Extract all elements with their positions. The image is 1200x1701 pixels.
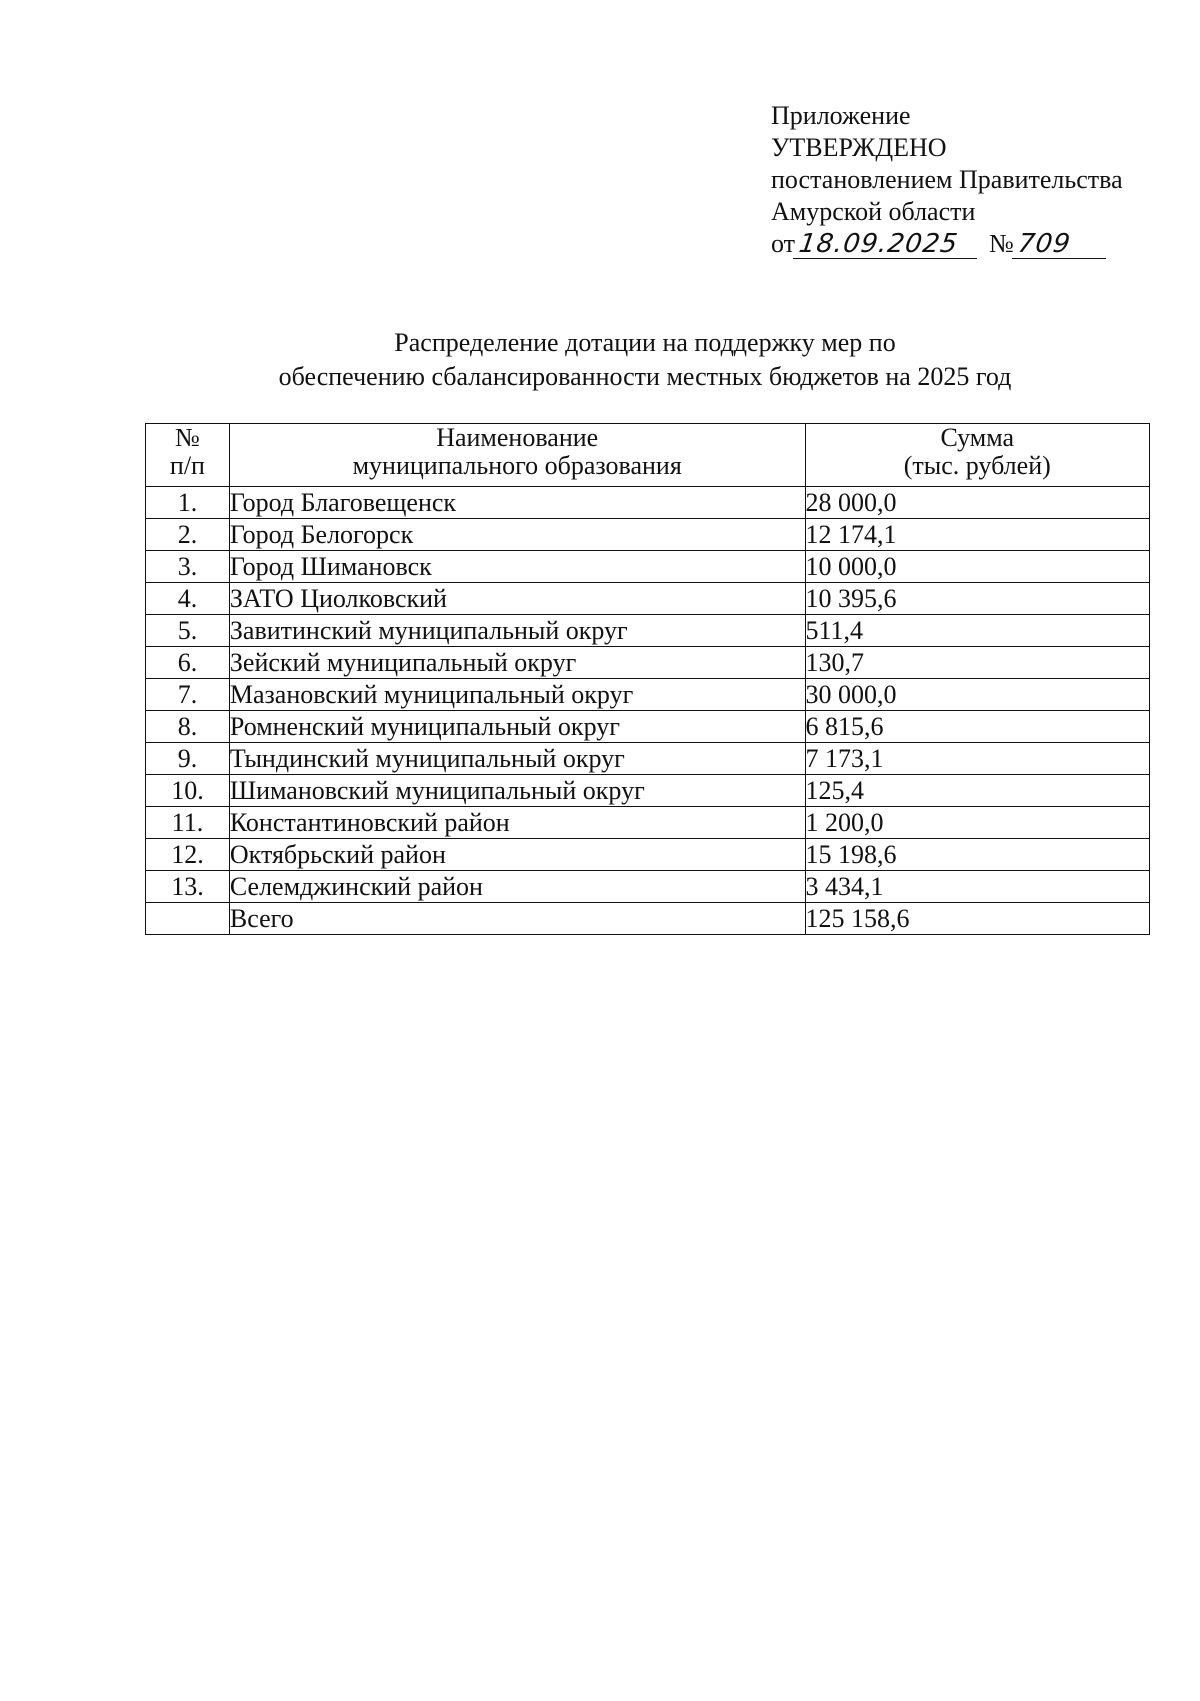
subsidy-amount: 30 000,0 [805, 679, 1149, 711]
header-sum-line-1: Сумма [940, 423, 1015, 452]
appendix-label: Приложение [771, 101, 911, 130]
row-number: 2. [146, 519, 230, 551]
total-amount: 125 158,6 [805, 903, 1149, 935]
header-number-abbr: п/п [169, 451, 205, 480]
subsidy-amount: 6 815,6 [805, 711, 1149, 743]
approval-block [771, 100, 1123, 260]
resolution-label: постановлением Правительства [771, 165, 1123, 194]
total-number-cell [146, 903, 230, 935]
row-number: 7. [146, 679, 230, 711]
subsidy-amount: 125,4 [805, 775, 1149, 807]
header-sum-line-2: (тыс. рублей) [903, 451, 1051, 480]
table-row [146, 551, 1150, 583]
table-row [146, 615, 1150, 647]
subsidy-amount: 10 000,0 [805, 551, 1149, 583]
row-number: 10. [146, 775, 230, 807]
handwritten-number: 709 [1012, 230, 1110, 259]
row-number: 4. [146, 583, 230, 615]
subsidy-amount: 3 434,1 [805, 871, 1149, 903]
row-number: 9. [146, 743, 230, 775]
table-row [146, 839, 1150, 871]
municipality-name: Зейский муниципальный округ [229, 647, 805, 679]
distribution-table [145, 423, 1150, 935]
header-number [146, 424, 230, 487]
header-name [229, 424, 805, 487]
number-label: № [989, 229, 1014, 258]
subsidy-amount: 28 000,0 [805, 487, 1149, 519]
table-row [146, 583, 1150, 615]
subsidy-amount: 12 174,1 [805, 519, 1149, 551]
header-number-symbol: № [175, 423, 200, 452]
row-number: 6. [146, 647, 230, 679]
region-label: Амурской области [771, 197, 976, 226]
municipality-name: Город Благовещенск [229, 487, 805, 519]
header-name-line-2: муниципального образования [352, 451, 682, 480]
title-line-2: обеспечению сбалансированности местных бюджетов на 2025 год [278, 362, 1012, 391]
table-row [146, 711, 1150, 743]
subsidy-amount: 15 198,6 [805, 839, 1149, 871]
total-row [146, 903, 1150, 935]
table-row [146, 871, 1150, 903]
municipality-name: Шимановский муниципальный округ [229, 775, 805, 807]
title-line-1: Распределение дотации на поддержку мер по [394, 328, 896, 357]
table-row [146, 647, 1150, 679]
row-number: 1. [146, 487, 230, 519]
row-number: 12. [146, 839, 230, 871]
row-number: 3. [146, 551, 230, 583]
row-number: 5. [146, 615, 230, 647]
document-title [145, 326, 1145, 394]
municipality-name: Завитинский муниципальный округ [229, 615, 805, 647]
subsidy-amount: 10 395,6 [805, 583, 1149, 615]
row-number: 11. [146, 807, 230, 839]
table-row [146, 775, 1150, 807]
municipality-name: Город Шимановск [229, 551, 805, 583]
municipality-name: Ромненский муниципальный округ [229, 711, 805, 743]
municipality-name: Константиновский район [229, 807, 805, 839]
municipality-name: Мазановский муниципальный округ [229, 679, 805, 711]
table-row [146, 807, 1150, 839]
row-number: 8. [146, 711, 230, 743]
table-row [146, 679, 1150, 711]
municipality-name: Октябрьский район [229, 839, 805, 871]
municipality-name: Селемджинский район [229, 871, 805, 903]
table-row [146, 743, 1150, 775]
header-name-line-1: Наименование [436, 423, 599, 452]
total-label: Всего [229, 903, 805, 935]
table-row [146, 519, 1150, 551]
subsidy-amount: 511,4 [805, 615, 1149, 647]
municipality-name: Город Белогорск [229, 519, 805, 551]
municipality-name: Тындинский муниципальный округ [229, 743, 805, 775]
table-row [146, 487, 1150, 519]
subsidy-amount: 7 173,1 [805, 743, 1149, 775]
subsidy-amount: 1 200,0 [805, 807, 1149, 839]
table-header-row [146, 424, 1150, 487]
date-number-row [771, 228, 1123, 260]
header-sum [805, 424, 1149, 487]
row-number: 13. [146, 871, 230, 903]
approved-label: УТВЕРЖДЕНО [771, 133, 947, 162]
handwritten-date: 18.09.2025 [793, 230, 981, 259]
from-label: от [771, 229, 796, 258]
municipality-name: ЗАТО Циолковский [229, 583, 805, 615]
subsidy-amount: 130,7 [805, 647, 1149, 679]
